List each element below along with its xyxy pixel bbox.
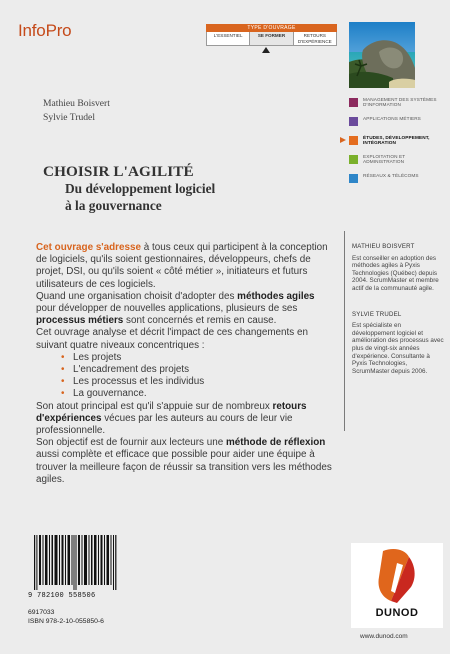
category-label: ÉTUDES, DÉVELOPPEMENT, INTÉGRATION: [363, 135, 430, 146]
highlight-text: méthode de réflexion: [225, 437, 326, 449]
isbn-number: ISBN 978-2-10-055850-6: [28, 618, 104, 625]
list-item-text: Les processus et les individus: [73, 376, 205, 388]
paragraph-methods: [36, 291, 336, 328]
barcode-icon: [30, 535, 120, 590]
dunod-logo: [351, 543, 443, 628]
list-item: [61, 364, 336, 376]
book-subtitle: [65, 181, 215, 214]
category-label: EXPLOITATION ET ADMINISTRATION: [363, 154, 406, 165]
list-item-text: La gouvernance.: [73, 388, 147, 400]
barcode-block: [28, 535, 130, 625]
paragraph-text: vécues par les auteurs au cours de leur vie professionnelle.: [36, 412, 293, 437]
category-label: APPLICATIONS MÉTIERS: [363, 116, 421, 121]
subtitle-line: à la gouvernance: [65, 197, 162, 213]
bullet-icon: •: [61, 364, 65, 376]
book-type-heading: TYPE D'OUVRAGE: [206, 24, 337, 32]
category-legend: [349, 97, 443, 192]
bio-name: MATHIEU BOISVERT: [352, 243, 415, 250]
list-item-text: Les projets: [73, 351, 122, 363]
category-swatch: [349, 174, 358, 183]
publisher-url: www.dunod.com: [360, 633, 408, 640]
publisher-name: DUNOD: [375, 607, 419, 619]
book-type-options: [206, 32, 337, 46]
category-item: [349, 116, 443, 135]
paragraph-text: aussi complète et efficace que possible pour aider une équipe à trouver la meilleure façon de réussir sa transition vers les méthodes agiles.: [36, 449, 332, 485]
bio-text: Est spécialiste en développement logiciel et amélioration des processus avec plus de vingt-six années d'expérience. Consultante à Pyxis Technologies, ScrumMaster depuis 2006.: [352, 322, 444, 375]
book-title: CHOISIR L'AGILITÉ: [43, 163, 194, 180]
bullet-icon: •: [61, 388, 65, 400]
product-code: 6917033: [28, 609, 55, 616]
category-item: [349, 97, 443, 116]
book-type-selector: [206, 24, 337, 46]
logo-pro-text: Pro: [45, 21, 72, 40]
category-swatch: [349, 117, 358, 126]
paragraph-strength: [36, 401, 336, 438]
barcode-digits: 9 782100 558506: [28, 592, 96, 600]
book-type-se-former: SE FORMER: [249, 32, 292, 45]
book-type-retours: RETOURS D'EXPÉRIENCE: [293, 32, 336, 45]
author-bios: [352, 243, 444, 393]
bullet-icon: •: [61, 351, 65, 363]
cover-photo: [349, 22, 415, 88]
authors-list: [43, 97, 110, 125]
subtitle-line: Du développement logiciel: [65, 181, 216, 196]
book-type-essentiel: L'ESSENTIEL: [213, 33, 243, 38]
paragraph-text: à tous ceux qui participent à la conception de logiciels, qu'ils soient gestionnaires, développeurs, chefs de projet, DSI, ou qu'ils soient « côté métier », initiateurs et futurs utilisateurs de ces logiciels.: [36, 242, 328, 290]
infopro-logo: [18, 21, 71, 41]
lead-phrase: Cet ouvrage s'adresse: [36, 242, 141, 253]
paragraph-objective: [36, 437, 336, 486]
author-name: Mathieu Boisvert: [43, 98, 110, 109]
category-swatch: [349, 98, 358, 107]
paragraph-text: sont concernés et remis en cause.: [123, 315, 277, 327]
list-item: [61, 388, 336, 400]
list-item: [61, 352, 336, 364]
bullet-icon: •: [61, 376, 65, 388]
category-item: [349, 154, 443, 173]
category-item-active: [349, 135, 443, 154]
levels-list: [61, 352, 336, 401]
active-type-marker-icon: [262, 47, 270, 53]
highlight-text: méthodes agiles: [237, 290, 315, 302]
category-swatch: [349, 155, 358, 164]
category-item: [349, 173, 443, 192]
highlight-text: retours d'expériences: [36, 400, 307, 424]
paragraph-text: Son atout principal est qu'il s'appuie sur de nombreux: [36, 400, 273, 412]
paragraph-audience: [36, 242, 336, 291]
column-divider: [344, 231, 345, 431]
author-bio: [352, 311, 444, 376]
description-body: [36, 242, 336, 486]
paragraph-text: Son objectif est de fournir aux lecteurs une: [36, 437, 226, 449]
active-category-arrow-icon: [340, 137, 346, 143]
category-swatch: [349, 136, 358, 145]
category-label: RÉSEAUX & TÉLÉCOMS: [363, 173, 419, 178]
dunod-emblem-icon: [351, 543, 443, 607]
category-label: MANAGEMENT DES SYSTÈMES D'INFORMATION: [363, 97, 437, 108]
paragraph-text: Quand une organisation choisit d'adopter des: [36, 290, 238, 302]
highlight-text: processus métiers: [36, 315, 124, 327]
author-bio: [352, 243, 444, 293]
paragraph-analysis: Cet ouvrage analyse et décrit l'impact de ces changements en suivant quatre niveaux concentriques :: [36, 327, 308, 351]
logo-info-text: Info: [18, 21, 46, 40]
bio-name: SYLVIE TRUDEL: [352, 310, 402, 318]
bio-text: Est conseiller en adoption des méthodes agiles à Pyxis Technologies (Québec) depuis 2004. ScrumMaster et membre actif de la communauté agile.: [352, 254, 439, 292]
paragraph-text: pour développer de nouvelles applications, plusieurs de ses: [36, 303, 298, 315]
author-name: Sylvie Trudel: [43, 112, 95, 123]
list-item-text: L'encadrement des projets: [73, 364, 190, 376]
list-item: [61, 376, 336, 388]
